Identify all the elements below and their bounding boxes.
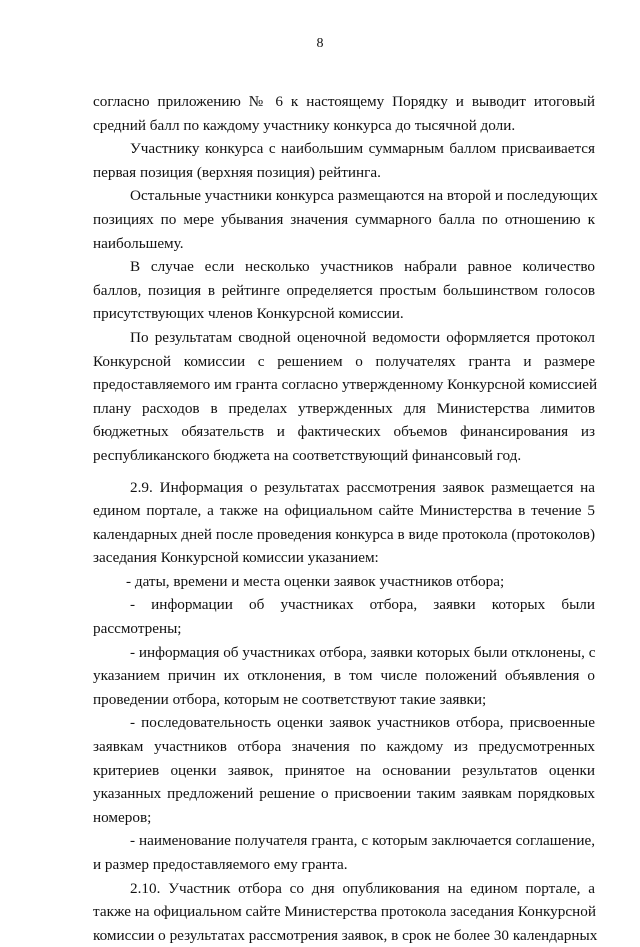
text-line: - последовательность оценки заявок участников отбора, присвоенные: [130, 714, 595, 732]
text-line: - информация об участниках отбора, заявки которых были отклонены, с: [130, 643, 596, 661]
text-line: номеров;: [93, 808, 152, 826]
text-line: республиканского бюджета на соответствующий финансовый год.: [93, 446, 522, 464]
text-line: календарных дней после проведения конкурса в виде протокола (протоколов): [93, 525, 595, 543]
text-line: Остальные участники конкурса размещаются на второй и последующих: [130, 187, 598, 205]
text-line: проведении отбора, которым не соответствуют такие заявки;: [93, 690, 487, 708]
text-line: плану расходов в пределах утвержденных для Министерства лимитов: [93, 399, 595, 417]
text-line: и размер предоставляемого ему гранта.: [93, 856, 348, 873]
text-line: первая позиция (верхняя позиция) рейтинга.: [93, 163, 381, 181]
text-line: средний балл по каждому участнику конкурса до тысячной доли.: [93, 116, 516, 134]
text-line: критериев оценки заявок, принятое на основании результатов оценки: [93, 761, 595, 779]
text-line: также на официальном сайте Министерства протокола заседания Конкурсной: [93, 903, 596, 921]
text-line: баллов, позиция в рейтинге определяется простым большинством голосов: [93, 281, 595, 299]
text-line: комиссии о результатах рассмотрения заявок, в срок не более 30 календарных: [93, 926, 598, 944]
text-line: - наименование получателя гранта, с которым заключается соглашение,: [130, 832, 595, 850]
text-line: едином портале, а также на официальном сайте Министерства в течение 5: [93, 502, 595, 520]
text-line: - даты, времени и места оценки заявок участников отбора;: [126, 572, 505, 590]
text-line: указанных предложений решение о присвоении таким заявкам порядковых: [93, 785, 595, 803]
document-body: [93, 90, 598, 947]
text-line: По результатам сводной оценочной ведомости оформляется протокол: [130, 328, 595, 346]
text-line: указанием причин их отклонения, в том числе положений объявления о: [93, 667, 595, 685]
text-line: В случае если несколько участников набрали равное количество: [130, 258, 595, 276]
text-line: заседания Конкурсной комиссии указанием:: [93, 549, 379, 567]
text-line: согласно приложению № 6 к настоящему Порядку и выводит итоговый: [93, 93, 595, 110]
text-line: бюджетных обязательств и фактических объемов финансирования из: [93, 423, 595, 441]
text-line: заявкам участников отбора значения по каждому из предусмотренных: [93, 738, 595, 756]
text-line: Участнику конкурса с наибольшим суммарным баллом присваивается: [130, 140, 595, 158]
text-line: Конкурсной комиссии с решением о получателях гранта и размере: [93, 352, 595, 370]
text-line: рассмотрены;: [93, 620, 182, 638]
text-line: предоставляемого им гранта согласно утвержденному Конкурсной комиссией: [93, 376, 598, 394]
text-line: позициях по мере убывания значения суммарного балла по отношению к: [93, 210, 595, 228]
paragraph-gap: [93, 468, 595, 476]
text-line: - информации об участниках отбора, заявки которых были: [130, 596, 595, 614]
text-line: присутствующих членов Конкурсной комиссии.: [93, 305, 404, 323]
text-line: наибольшему.: [93, 234, 184, 252]
page-number: 8: [316, 36, 324, 51]
text-line: 2.9. Информация о результатах рассмотрения заявок размещается на: [130, 478, 595, 496]
text-line: 2.10. Участник отбора со дня опубликования на едином портале, а: [130, 879, 595, 897]
